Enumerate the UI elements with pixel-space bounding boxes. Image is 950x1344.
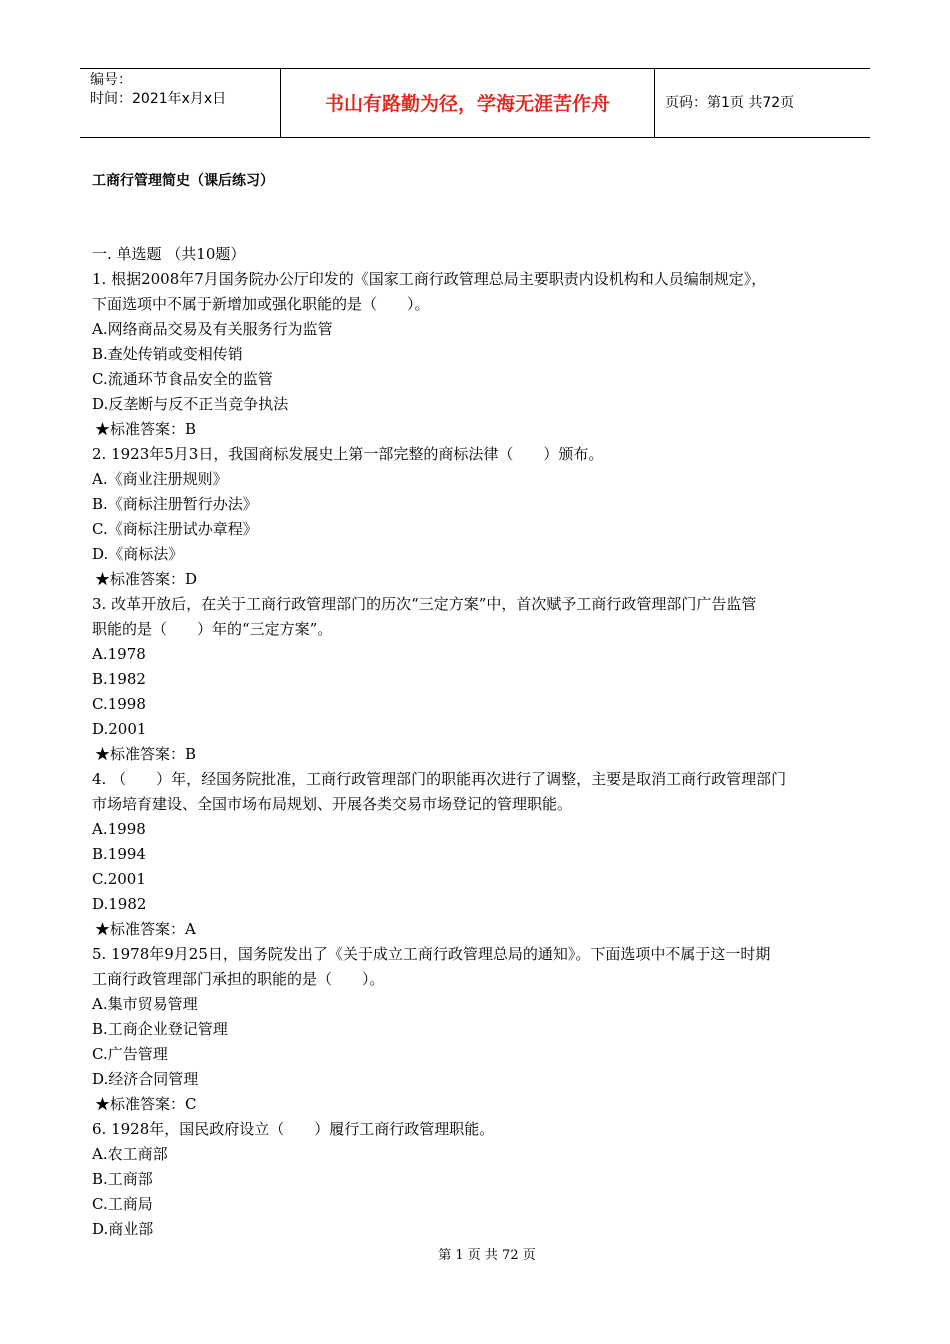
header-right-cell xyxy=(655,69,870,137)
answer-option: D.《商标法》 xyxy=(92,545,184,563)
header-page-info: 页码：第1页 共72页 xyxy=(665,95,795,111)
question-stem-line: 2. 1923年5月3日，我国商标发展史上第一部完整的商标法律（ ）颁布。 xyxy=(92,445,604,463)
document-number-label: 编号： xyxy=(90,72,132,88)
question-block xyxy=(92,767,864,942)
question-block xyxy=(92,442,864,592)
questions-container xyxy=(92,267,864,1242)
answer-option: B.工商企业登记管理 xyxy=(92,1020,228,1038)
question-stem-line: 6. 1928年，国民政府设立（ ）履行工商行政管理职能。 xyxy=(92,1120,495,1138)
answer-option: B.1994 xyxy=(92,845,146,863)
answer-option: B.工商部 xyxy=(92,1170,153,1188)
page-footer: 第 1 页 共 72 页 xyxy=(438,1248,536,1263)
question-stem-line: 下面选项中不属于新增加或强化职能的是（ ）。 xyxy=(92,295,430,313)
standard-answer: ★标准答案：B xyxy=(95,420,197,438)
section-heading: 一. 单选题 （共10题） xyxy=(92,245,246,263)
answer-option: C.2001 xyxy=(92,870,146,888)
answer-option: C.流通环节食品安全的监管 xyxy=(92,370,273,388)
answer-option: C.广告管理 xyxy=(92,1045,168,1063)
question-stem-line: 1. 根据2008年7月国务院办公厅印发的《国家工商行政管理总局主要职责内设机构和人员编制规定》， xyxy=(92,270,767,288)
answer-option: D.反垄断与反不正当竞争执法 xyxy=(92,395,289,413)
question-stem-line: 3. 改革开放后，在关于工商行政管理部门的历次“三定方案”中，首次赋予工商行政管理部门广告监管 xyxy=(92,595,757,613)
answer-option: D.经济合同管理 xyxy=(92,1070,199,1088)
answer-option: C.《商标注册试办章程》 xyxy=(92,520,258,538)
question-stem-line: 职能的是（ ）年的“三定方案”。 xyxy=(92,620,333,638)
question-stem-line: 市场培育建设、全国市场布局规划、开展各类交易市场登记的管理职能。 xyxy=(92,795,573,813)
question-stem-line: 4. （ ）年，经国务院批准，工商行政管理部门的职能再次进行了调整，主要是取消工商行政管理部门 xyxy=(92,770,787,788)
answer-option: C.1998 xyxy=(92,695,146,713)
answer-option: D.商业部 xyxy=(92,1220,154,1238)
header-motto: 书山有路勤为径，学海无涯苦作舟 xyxy=(324,93,610,115)
header-left-cell xyxy=(80,69,281,137)
answer-option: D.1982 xyxy=(92,895,147,913)
standard-answer: ★标准答案：D xyxy=(95,570,198,588)
question-block xyxy=(92,1117,864,1242)
answer-option: C.工商局 xyxy=(92,1195,153,1213)
answer-option: A.1978 xyxy=(92,645,146,663)
answer-option: D.2001 xyxy=(92,720,147,738)
document-time-label: 时间：2021年x月x日 xyxy=(90,91,227,107)
header-middle-cell xyxy=(281,69,655,137)
standard-answer: ★标准答案：A xyxy=(95,920,196,938)
answer-option: B.1982 xyxy=(92,670,146,688)
question-list xyxy=(92,242,864,1242)
answer-option: B.查处传销或变相传销 xyxy=(92,345,243,363)
question-block xyxy=(92,267,864,442)
standard-answer: ★标准答案：B xyxy=(95,745,197,763)
question-stem-line: 工商行政管理部门承担的职能的是（ ）。 xyxy=(92,970,385,988)
answer-option: B.《商标注册暂行办法》 xyxy=(92,495,258,513)
document-title: 工商行管理简史（课后练习） xyxy=(92,173,274,189)
standard-answer: ★标准答案：C xyxy=(95,1095,197,1113)
answer-option: A.网络商品交易及有关服务行为监管 xyxy=(92,320,333,338)
answer-option: A.农工商部 xyxy=(92,1145,168,1163)
question-block xyxy=(92,592,864,767)
page-header xyxy=(80,68,870,138)
question-block xyxy=(92,942,864,1117)
answer-option: A.1998 xyxy=(92,820,146,838)
answer-option: A.《商业注册规则》 xyxy=(92,470,228,488)
answer-option: A.集市贸易管理 xyxy=(92,995,198,1013)
question-stem-line: 5. 1978年9月25日，国务院发出了《关于成立工商行政管理总局的通知》。下面选项中不属于这一时期 xyxy=(92,945,771,963)
